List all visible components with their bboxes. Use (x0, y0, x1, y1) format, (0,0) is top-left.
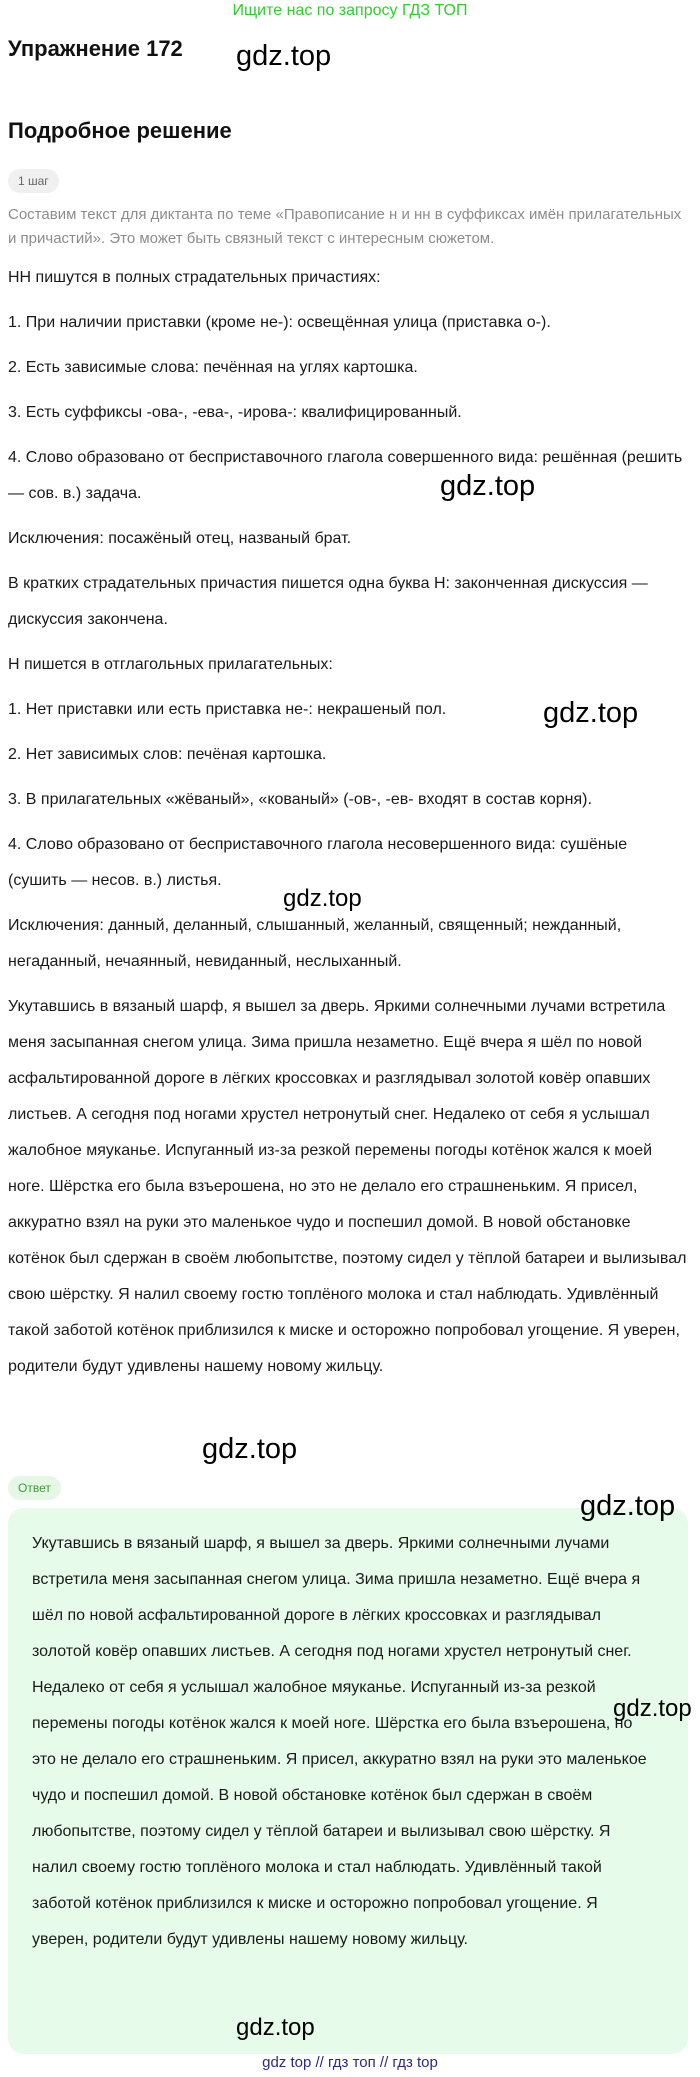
rule-item: 1. При наличии приставки (кроме не-): освещённая улица (приставка о-). (8, 314, 551, 331)
answer-text: Укутавшись в вязаный шарф, я вышел за дверь. Яркими солнечными лучами встретила меня засыпанная снегом улица. Зима пришла незаметно. Ещё вчера я шёл по новой асфальтированной дороге в лёгких кроссовках и разглядывал золотой ковёр опавших листьев. А сегодня под ногами хрустел нетронутый снег. Недалеко от себя я услышал жалобное мяуканье. Испуганный из-за резкой перемены погоды котёнок жался к моей ноге. Шёрстка его была взъерошена, но это не делало его страшненьким. Я присел, аккуратно взял на руки это маленькое чудо и поспешил домой. В новой обстановке котёнок был сдержан в своём любопытстве, поэтому сидел у тёплой батареи и вылизывал свою шёрстку. Я налил своему гостю топлёного молока и стал наблюдать. Удивлённый такой заботой котёнок приблизился к миске и осторожно попробовал угощение. Я уверен, родители будут удивлены нашему новому жильцу. (32, 1535, 647, 1948)
rule-exceptions: Исключения: данный, деланный, слышанный, желанный, священный; нежданный, негаданный, нечаянный, невиданный, неслыханный. (8, 917, 622, 970)
section-title: Подробное решение (8, 118, 232, 143)
page-title: Упражнение 172 (8, 36, 183, 61)
step-badge: 1 шаг (8, 169, 59, 193)
footer-links[interactable]: gdz top // гдз топ // гдз top (262, 2054, 438, 2071)
watermark: gdz.top (543, 697, 639, 729)
rule-exceptions: Исключения: посажёный отец, названый брат. (8, 530, 352, 547)
search-banner: Ищите нас по запросу ГДЗ ТОП (232, 2, 468, 19)
answer-badge: Ответ (8, 1476, 61, 1500)
rule-item: 3. В прилагательных «жёваный», «кованый» (-ов-, -ев- входят в состав корня). (8, 791, 592, 808)
rule-item: 1. Нет приставки или есть приставка не-: некрашеный пол. (8, 701, 447, 718)
watermark: gdz.top (236, 2014, 315, 2041)
rule-item: 4. Слово образовано от бесприставочного глагола совершенного вида: решённая (решить — сов. в.) задача. (8, 449, 683, 502)
dictation-text: Укутавшись в вязаный шарф, я вышел за дверь. Яркими солнечными лучами встретила меня засыпанная снегом улица. Зима пришла незаметно. Ещё вчера я шёл по новой асфальтированной дороге в лёгких кроссовках и разглядывал золотой ковёр опавших листьев. А сегодня под ногами хрустел нетронутый снег. Недалеко от себя я услышал жалобное мяуканье. Испуганный из-за резкой перемены погоды котёнок жался к моей ноге. Шёрстка его была взъерошена, но это не делало его страшненьким. Я присел, аккуратно взял на руки это маленькое чудо и поспешил домой. В новой обстановке котёнок был сдержан в своём любопытстве, поэтому сидел у тёплой батареи и вылизывал свою шёрстку. Я налил своему гостю топлёного молока и стал наблюдать. Удивлённый такой заботой котёнок приблизился к миске и осторожно попробовал угощение. Я уверен, родители будут удивлены нашему новому жильцу. (8, 998, 687, 1375)
rule-item: 4. Слово образовано от бесприставочного глагола несовершенного вида: сушёные (сушить — несов. в.) листья. (8, 836, 628, 889)
rule-heading-nn: НН пишутся в полных страдательных причастиях: (8, 269, 381, 286)
rule-heading-n: Н пишется в отглагольных прилагательных: (8, 656, 333, 673)
rule-item: 2. Нет зависимых слов: печёная картошка. (8, 746, 327, 763)
watermark: gdz.top (202, 1433, 298, 1465)
rule-short-participles: В кратких страдательных причастия пишется одна буква Н: законченная дискуссия — дискуссия закончена. (8, 575, 648, 628)
watermark: gdz.top (580, 1490, 676, 1522)
rule-item: 3. Есть суффиксы -ова-, -ева-, -ирова-: квалифицированный. (8, 404, 462, 421)
solution-body (8, 260, 688, 1394)
watermark: gdz.top (440, 470, 536, 502)
intro-text: Составим текст для диктанта по теме «Правописание н и нн в суффиксах имён прилагательных и причастий». Это может быть связный текст с интересным сюжетом. (8, 206, 682, 247)
watermark: gdz.top (613, 1695, 692, 1722)
watermark: gdz.top (236, 40, 332, 72)
watermark: gdz.top (283, 885, 362, 912)
rule-item: 2. Есть зависимые слова: печённая на углях картошка. (8, 359, 418, 376)
